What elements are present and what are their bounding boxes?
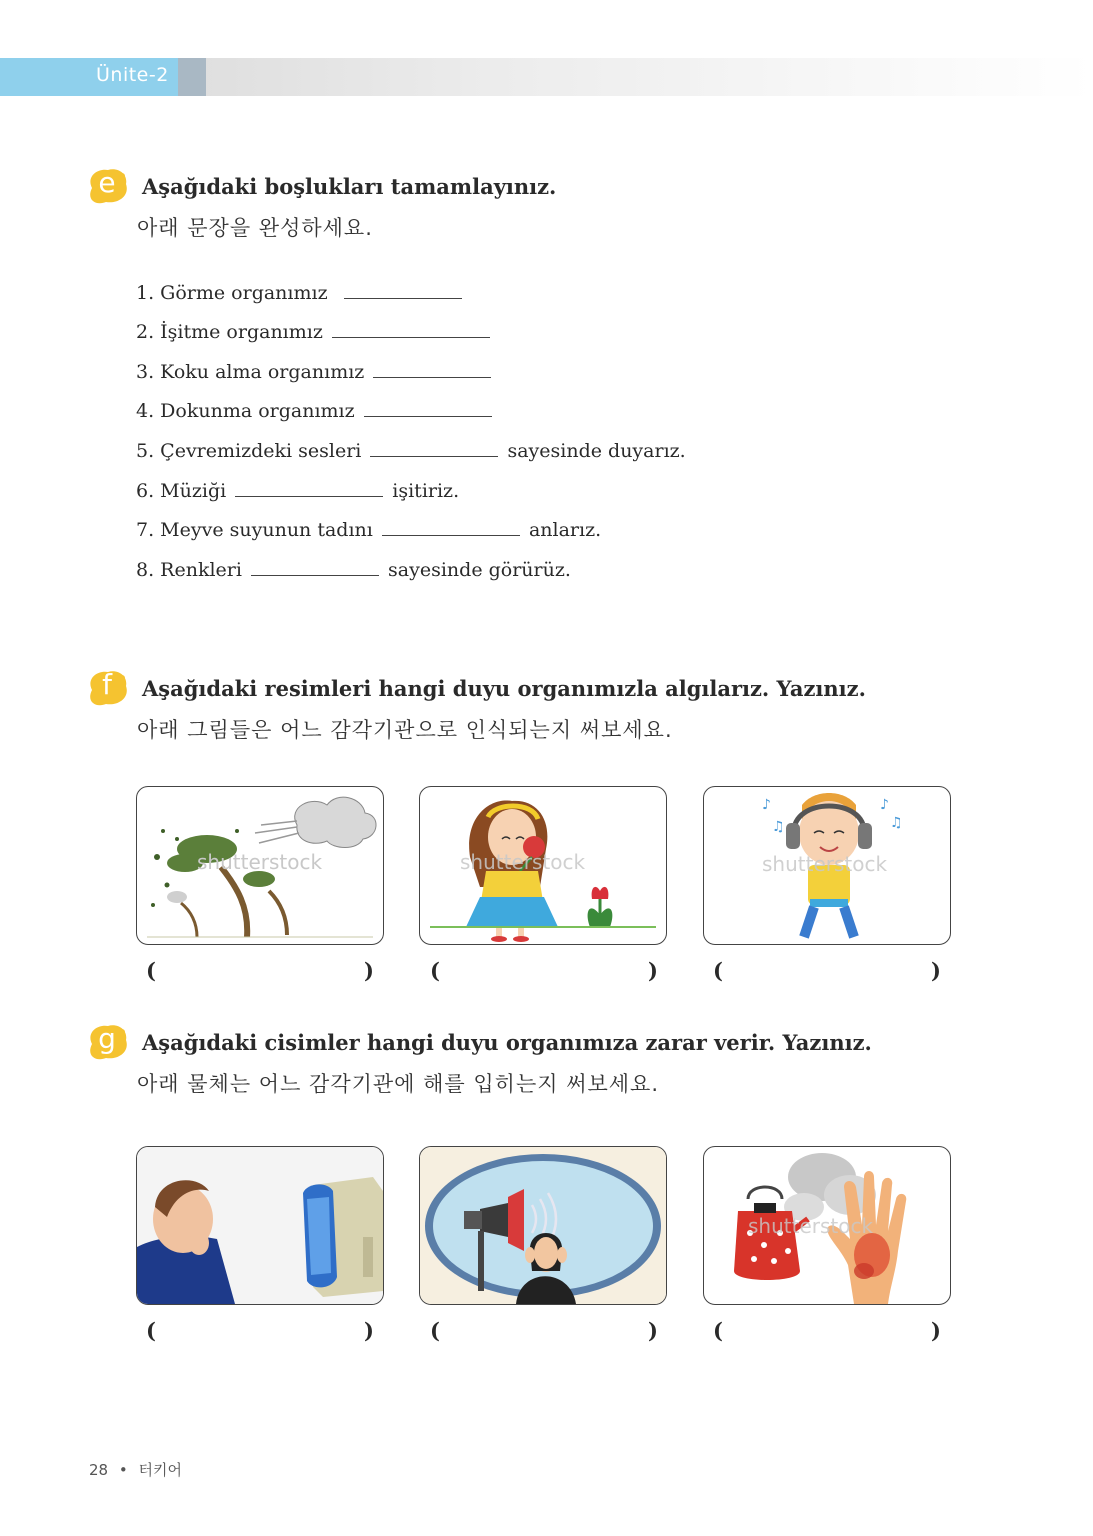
answer-blank[interactable]: [382, 517, 520, 536]
answer-paren-open: (: [713, 1318, 723, 1343]
boy-close-to-computer-image: [136, 1146, 384, 1305]
item-text-after: sayesinde duyarız.: [507, 440, 686, 462]
answer-paren-close: ): [648, 1318, 658, 1343]
hot-kettle-burned-hand-image: [703, 1146, 951, 1305]
section-g-letter: g: [98, 1022, 116, 1055]
item-text: 5. Çevremizdeki sesleri: [136, 440, 362, 462]
answer-blank[interactable]: [370, 438, 498, 457]
item-text: 8. Renkleri: [136, 559, 242, 581]
fill-item-3: [136, 359, 494, 383]
answer-blank[interactable]: [364, 398, 492, 417]
section-f-letter: f: [102, 668, 112, 701]
boy-with-headphones-image: [703, 786, 951, 945]
item-text: 6. Müziği: [136, 480, 227, 502]
fill-item-8: [136, 557, 571, 581]
answer-paren-open: (: [430, 1318, 440, 1343]
section-f-subtitle: 아래 그림들은 어느 감각기관으로 인식되는지 써보세요.: [137, 718, 673, 742]
fill-item-1: [136, 280, 465, 304]
answer-paren-open: (: [430, 958, 440, 983]
watermark: shutterstock: [460, 850, 586, 874]
answer-paren-close: ): [364, 1318, 374, 1343]
section-e-badge: [84, 166, 130, 206]
fill-item-7: [136, 517, 601, 541]
answer-blank[interactable]: [235, 478, 383, 497]
unit-label: Ünite-2: [96, 64, 169, 86]
section-g-subtitle: 아래 물체는 어느 감각기관에 해를 입히는지 써보세요.: [137, 1072, 660, 1096]
answer-blank[interactable]: [373, 359, 491, 378]
answer-blank[interactable]: [344, 280, 462, 299]
book-title: 터키어: [138, 1461, 182, 1479]
item-text: 3. Koku alma organımız: [136, 361, 365, 383]
page-footer: [89, 1459, 182, 1480]
answer-blank[interactable]: [332, 319, 490, 338]
item-text-after: işitiriz.: [392, 480, 460, 502]
loudspeaker-woman-image: [419, 1146, 667, 1305]
fill-item-4: [136, 398, 495, 422]
svg-text:♪: ♪: [880, 797, 889, 813]
item-text-after: sayesinde görürüz.: [388, 559, 571, 581]
answer-paren-close: ): [931, 958, 941, 983]
fill-item-5: [136, 438, 686, 462]
item-text: 4. Dokunma organımız: [136, 400, 355, 422]
section-e-subtitle: 아래 문장을 완성하세요.: [137, 216, 373, 240]
answer-blank[interactable]: [251, 557, 379, 576]
item-text-after: anlarız.: [528, 519, 602, 541]
answer-paren-close: ): [364, 958, 374, 983]
footer-separator: •: [118, 1461, 128, 1479]
unit-tab-edge: [178, 58, 206, 96]
answer-paren-open: (: [146, 1318, 156, 1343]
answer-paren-open: (: [713, 958, 723, 983]
answer-paren-close: ): [931, 1318, 941, 1343]
answer-paren-open: (: [146, 958, 156, 983]
item-text: 1. Görme organımız: [136, 282, 328, 304]
page-number: 28: [89, 1461, 109, 1479]
watermark: shutterstock: [197, 850, 323, 874]
section-e-title: Aşağıdaki boşlukları tamamlayınız.: [142, 174, 557, 199]
answer-paren-close: ): [648, 958, 658, 983]
svg-text:♪: ♪: [762, 797, 771, 813]
watermark: shutterstock: [762, 852, 888, 876]
section-f-title: Aşağıdaki resimleri hangi duyu organımızla algılarız. Yazınız.: [142, 676, 866, 701]
item-text: 2. İşitme organımız: [136, 321, 323, 343]
watermark: shutterstock: [748, 1214, 874, 1238]
section-g-badge: [84, 1022, 130, 1062]
windy-trees-image: [136, 786, 384, 945]
section-e-letter: e: [98, 166, 116, 199]
section-f-badge: [84, 668, 130, 708]
fill-item-6: [136, 478, 459, 502]
section-g-title: Aşağıdaki cisimler hangi duyu organımıza zarar verir. Yazınız.: [142, 1030, 872, 1055]
svg-text:♫: ♫: [772, 819, 785, 835]
item-text: 7. Meyve suyunun tadını: [136, 519, 373, 541]
girl-smelling-flower-image: [419, 786, 667, 945]
svg-text:♫: ♫: [890, 815, 903, 831]
fill-item-2: [136, 319, 493, 343]
